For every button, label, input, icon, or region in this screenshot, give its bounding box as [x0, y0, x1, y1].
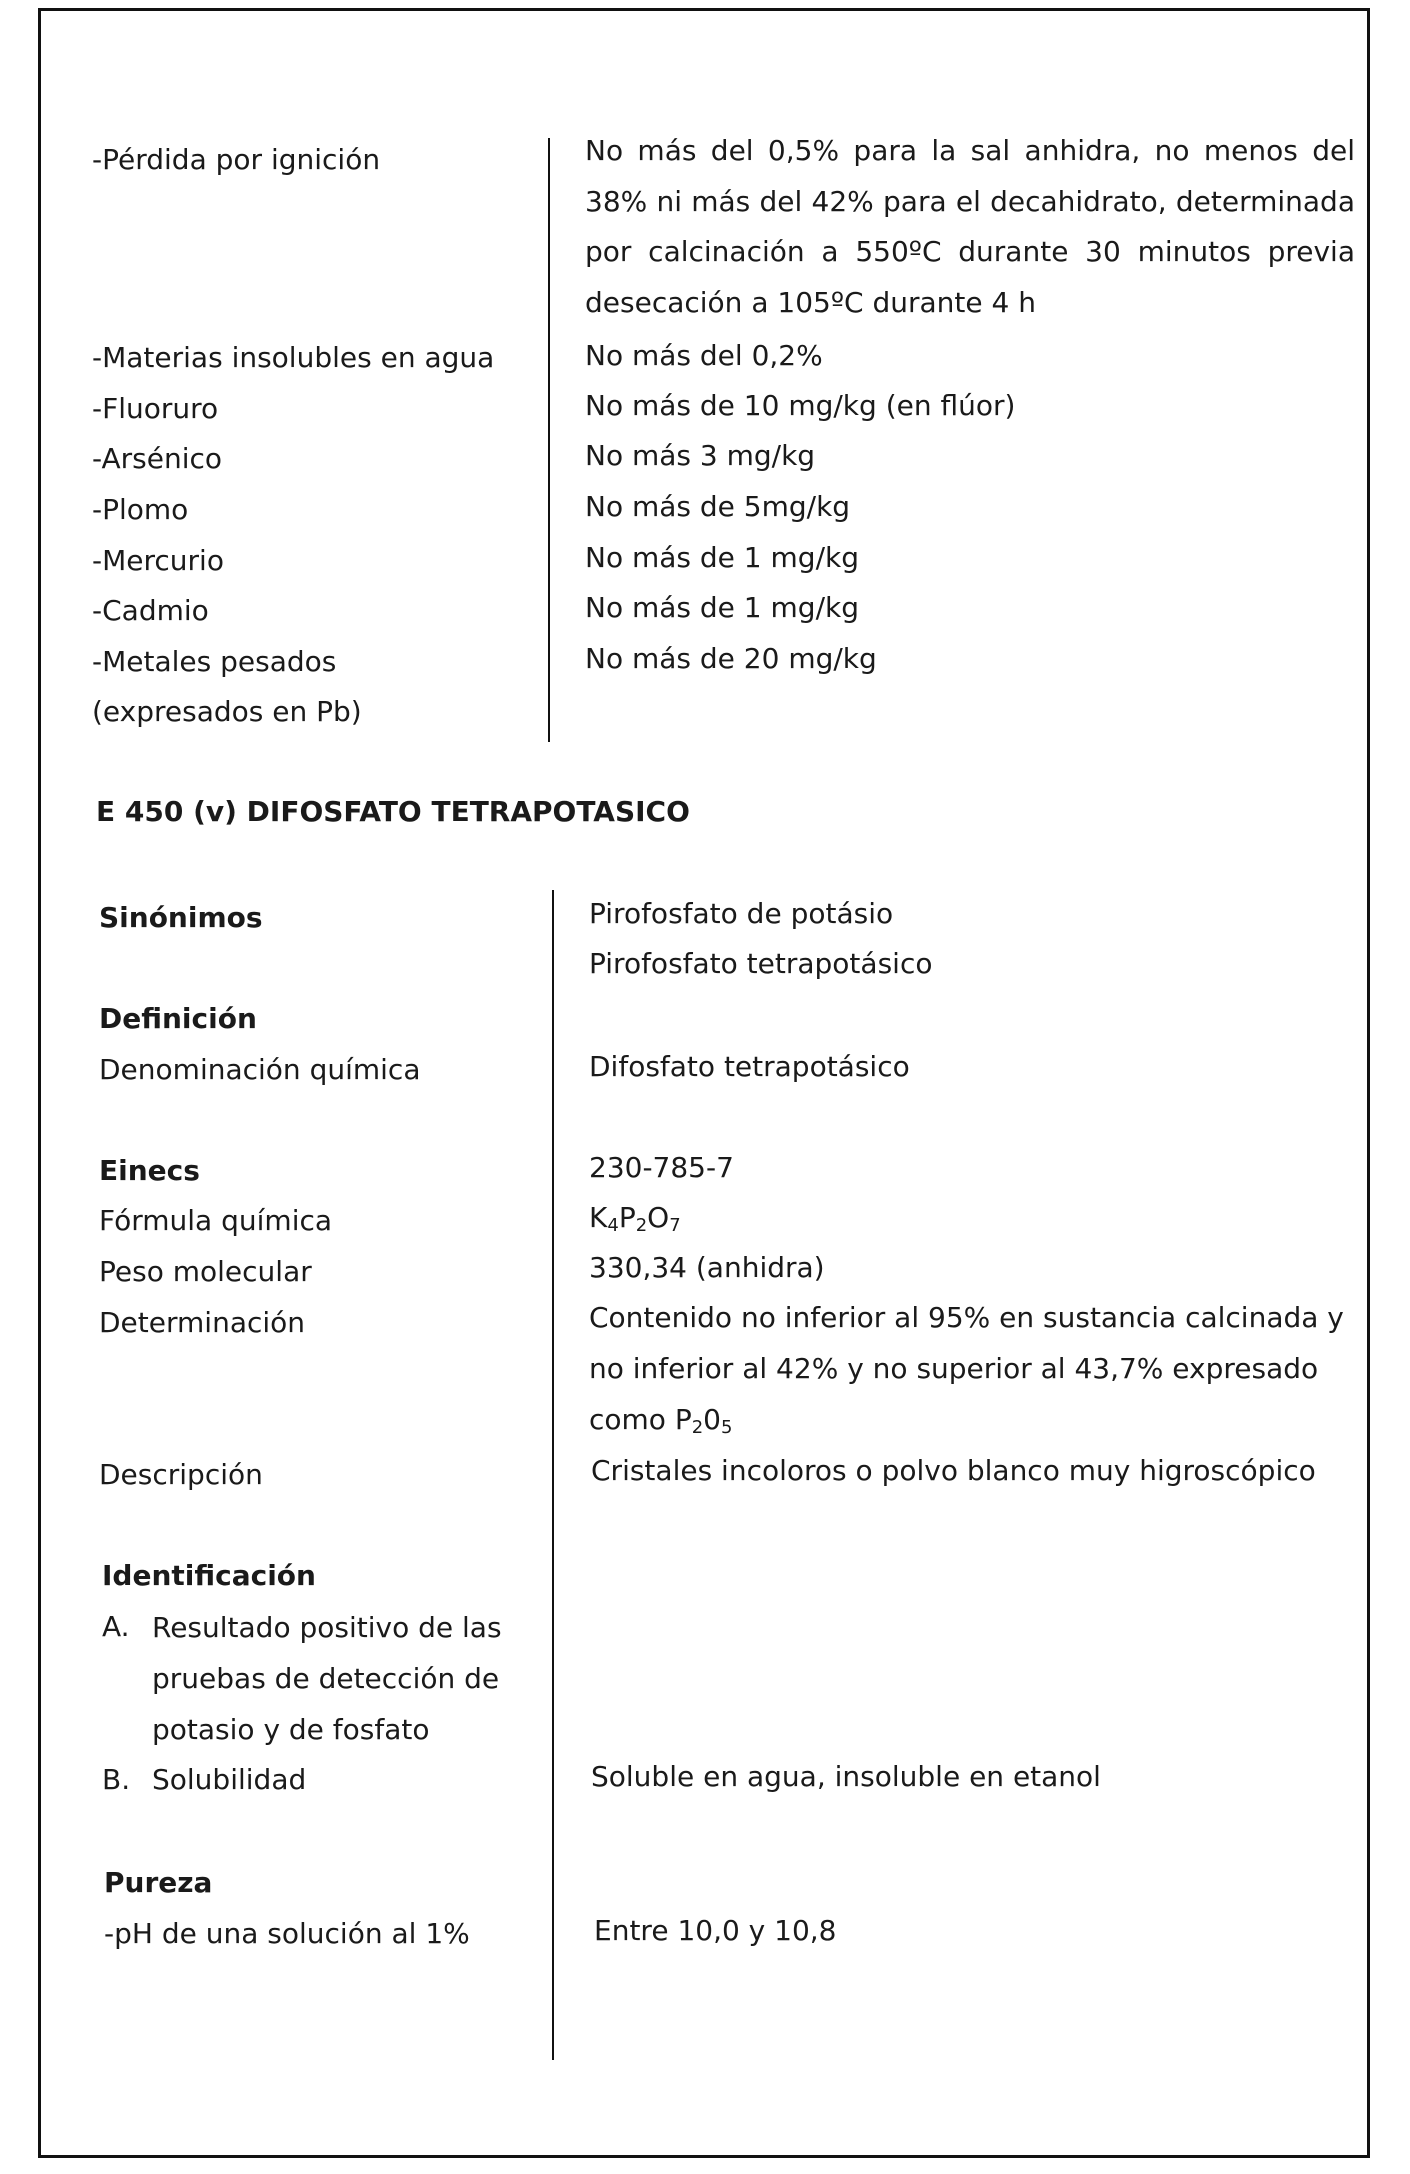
- denominacion-value: Difosfato tetrapotásico: [589, 1050, 910, 1083]
- formula-k-sub: 4: [607, 1215, 619, 1236]
- ident-b-marker: B.: [102, 1763, 131, 1796]
- perdida-label: -Pérdida por ignición: [92, 143, 381, 176]
- cadmio-value: No más de 1 mg/kg: [585, 591, 859, 624]
- column-divider-top: [548, 138, 550, 742]
- arsenico-label: -Arsénico: [92, 442, 223, 475]
- ident-a-marker: A.: [102, 1610, 130, 1643]
- ident-a-text: Resultado positivo de las pruebas de detección de potasio y de fosfato: [152, 1611, 502, 1746]
- sinonimos-value-2: Pirofosfato tetrapotásico: [589, 947, 933, 980]
- materias-value: No más del 0,2%: [585, 339, 823, 372]
- formula-p-sub: 2: [635, 1215, 648, 1236]
- peso-value: 330,34 (anhidra): [589, 1251, 825, 1284]
- como-p: como P: [589, 1403, 692, 1436]
- ph-label: -pH de una solución al 1%: [104, 1917, 470, 1950]
- fluoruro-value: No más de 10 mg/kg (en flúor): [585, 389, 1016, 422]
- descripcion-value: Cristales incoloros o polvo blanco muy higroscópico: [591, 1454, 1316, 1487]
- cadmio-label: -Cadmio: [92, 594, 209, 627]
- ph-value: Entre 10,0 y 10,8: [594, 1914, 837, 1947]
- formula-label: Fórmula química: [99, 1204, 333, 1237]
- pureza-label: Pureza: [104, 1866, 213, 1899]
- materias-label: -Materias insolubles en agua: [92, 341, 495, 374]
- arsenico-value: No más 3 mg/kg: [585, 439, 816, 472]
- einecs-value: 230-785-7: [589, 1151, 734, 1184]
- identificacion-label: Identificación: [102, 1559, 316, 1592]
- einecs-label: Einecs: [99, 1154, 200, 1187]
- metales-label: -Metales pesados: [92, 645, 337, 678]
- ident-b-text: Solubilidad: [152, 1763, 307, 1796]
- descripcion-label: Descripción: [99, 1458, 263, 1491]
- ident-b-value: Soluble en agua, insoluble en etanol: [591, 1760, 1101, 1793]
- sinonimos-label: Sinónimos: [99, 901, 263, 934]
- formula-k: K: [589, 1201, 608, 1234]
- plomo-label: -Plomo: [92, 493, 189, 526]
- section-title: E 450 (v) DIFOSFATO TETRAPOTASICO: [96, 795, 690, 828]
- peso-label: Peso molecular: [99, 1255, 312, 1288]
- fluoruro-label: -Fluoruro: [92, 392, 219, 425]
- plomo-value: No más de 5mg/kg: [585, 490, 851, 523]
- metales-value: No más de 20 mg/kg: [585, 642, 877, 675]
- formula-o: O: [647, 1201, 670, 1234]
- perdida-value: No más del 0,5% para la sal anhidra, no menos del 38% ni más del 42% para el decahidrato, determinada por calcinación a 550ºC durante 30 minutos previa desecación a 105ºC durante 4 h: [585, 134, 1355, 319]
- como-o-sub: 5: [721, 1417, 733, 1438]
- determinacion-value: Contenido no inferior al 95% en sustancia calcinada y no inferior al 42% y no superior al 43,7% expresado: [589, 1301, 1344, 1385]
- definicion-label: Definición: [99, 1002, 257, 1035]
- sinonimos-value-1: Pirofosfato de potásio: [589, 897, 894, 930]
- mercurio-label: -Mercurio: [92, 544, 224, 577]
- metales-note: (expresados en Pb): [92, 695, 362, 728]
- determinacion-como: [589, 1402, 732, 1438]
- como-o: 0: [703, 1403, 721, 1436]
- determinacion-label: Determinación: [99, 1306, 306, 1339]
- column-divider-bottom: [552, 890, 554, 2060]
- formula-o-sub: 7: [669, 1215, 681, 1236]
- denominacion-label: Denominación química: [99, 1053, 421, 1086]
- mercurio-value: No más de 1 mg/kg: [585, 541, 859, 574]
- formula-value: [589, 1200, 681, 1236]
- como-p-sub: 2: [691, 1417, 704, 1438]
- formula-p: P: [618, 1201, 636, 1234]
